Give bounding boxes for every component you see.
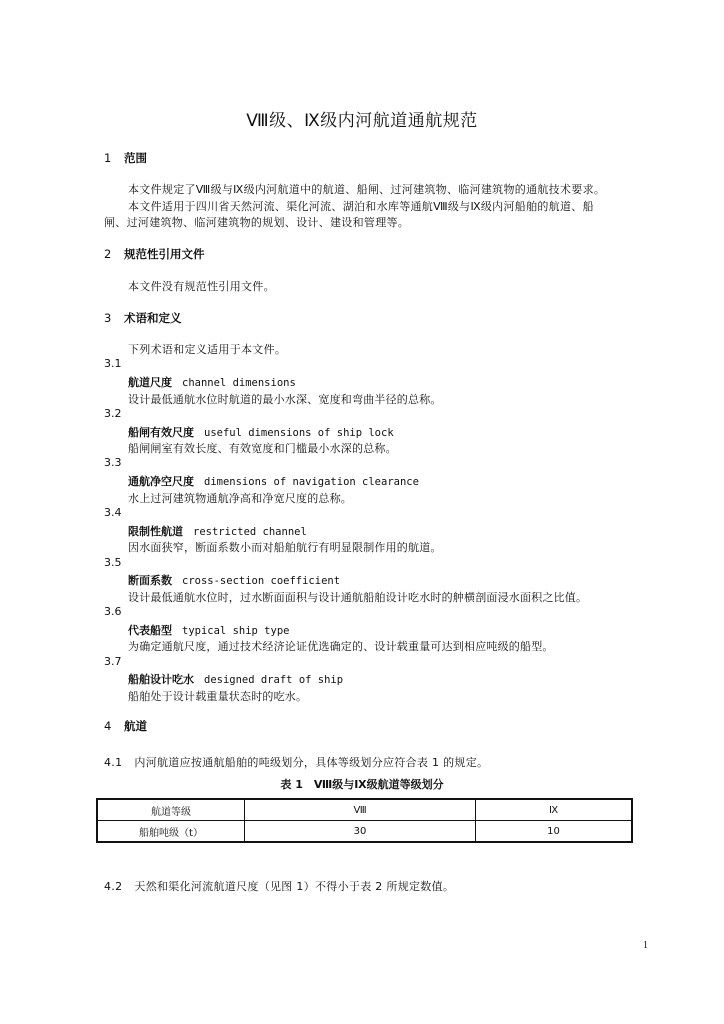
term-chinese: 船舶设计吃水	[128, 673, 194, 686]
table-cell: 航道等级	[97, 799, 244, 821]
document-title: Ⅷ级、Ⅸ级内河航道通航规范	[246, 111, 478, 131]
term-chinese: 代表船型	[128, 624, 172, 637]
section-4-heading	[104, 718, 147, 734]
references-paragraph: 本文件没有规范性引用文件。	[128, 280, 275, 293]
clause-text: 天然和渠化河流航道尺度（见图 1）不得小于表 2 所规定数值。	[134, 880, 455, 893]
term-number: 3.1	[104, 357, 122, 370]
term-english: typical ship type	[182, 625, 290, 637]
section-number: 1	[104, 151, 112, 165]
term-heading	[128, 572, 340, 588]
term-chinese: 通航净空尺度	[128, 475, 194, 488]
table-row	[97, 799, 632, 821]
term-chinese: 船闸有效尺度	[128, 426, 194, 439]
scope-paragraph-1: 本文件规定了Ⅷ级与Ⅸ级内河航道中的航道、船闸、过河建筑物、临河建筑物的通航技术要求。	[128, 183, 606, 196]
term-chinese: 限制性航道	[128, 525, 183, 538]
term-number: 3.5	[104, 556, 122, 569]
term-english: useful dimensions of ship lock	[204, 427, 394, 439]
term-heading	[128, 671, 343, 687]
term-heading	[128, 424, 394, 440]
term-definition: 因水面狭窄，断面系数小而对船舶航行有明显限制作用的航道。	[128, 541, 442, 554]
table-1-caption: 表 1 Ⅷ级与Ⅸ级航道等级划分	[280, 778, 444, 791]
table-1-navigation-grades	[96, 798, 633, 843]
term-definition: 设计最低通航水位时航道的最小水深、宽度和弯曲半径的总称。	[128, 393, 442, 406]
term-english: cross-section coefficient	[182, 575, 341, 587]
scope-paragraph-2-line-1: 本文件适用于四川省天然河流、渠化河流、湖泊和水库等通航Ⅷ级与Ⅸ级内河船舶的航道、船	[128, 200, 594, 213]
term-number: 3.2	[104, 407, 122, 420]
table-cell: Ⅷ	[244, 799, 475, 821]
table-cell: 船舶吨级（t）	[97, 821, 244, 843]
term-number: 3.7	[104, 655, 122, 668]
term-number: 3.4	[104, 506, 122, 519]
term-heading	[128, 523, 307, 539]
section-number: 3	[104, 311, 112, 325]
section-1-heading	[104, 150, 147, 166]
term-heading	[128, 473, 419, 489]
term-definition: 为确定通航尺度，通过技术经济论证优选确定的、设计载重量可达到相应吨级的船型。	[128, 640, 554, 653]
clause-text: 内河航道应按通航船舶的吨级划分，具体等级划分应符合表 1 的规定。	[134, 756, 489, 769]
scope-paragraph-2-line-2: 闸、过河建筑物、临河建筑物的规划、设计、建设和管理等。	[104, 216, 410, 229]
page-number: 1	[643, 940, 648, 951]
section-title: 航道	[124, 719, 147, 733]
term-english: channel dimensions	[182, 377, 296, 389]
term-english: dimensions of navigation clearance	[204, 476, 419, 488]
section-title: 范围	[124, 151, 147, 165]
section-number: 2	[104, 247, 112, 261]
term-definition: 船闸闸室有效长度、有效宽度和门槛最小水深的总称。	[128, 442, 397, 455]
section-2-heading	[104, 246, 205, 262]
term-definition: 设计最低通航水位时，过水断面面积与设计通航船舶设计吃水时的舯横剖面浸水面积之比值。	[128, 591, 588, 604]
term-english: restricted channel	[193, 526, 307, 538]
term-heading	[128, 374, 296, 390]
term-heading	[128, 622, 289, 638]
term-definition: 船舶处于设计载重量状态时的吃水。	[128, 690, 308, 703]
term-chinese: 断面系数	[128, 574, 172, 587]
clause-number: 4.2	[104, 880, 123, 893]
table-cell: 10	[476, 821, 632, 843]
term-definition: 水上过河建筑物通航净高和净宽尺度的总称。	[128, 492, 352, 505]
section-number: 4	[104, 719, 112, 733]
table-cell: Ⅸ	[476, 799, 632, 821]
table-cell: 30	[244, 821, 475, 843]
term-english: designed draft of ship	[204, 674, 344, 686]
clause-4-1	[104, 754, 488, 770]
term-number: 3.3	[104, 456, 122, 469]
section-title: 术语和定义	[124, 311, 182, 325]
term-chinese: 航道尺度	[128, 376, 172, 389]
terms-intro-paragraph: 下列术语和定义适用于本文件。	[128, 343, 287, 356]
clause-4-2	[104, 878, 454, 894]
clause-number: 4.1	[104, 756, 123, 769]
table-row	[97, 821, 632, 843]
section-3-heading	[104, 310, 182, 326]
section-title: 规范性引用文件	[124, 247, 205, 261]
term-number: 3.6	[104, 605, 122, 618]
